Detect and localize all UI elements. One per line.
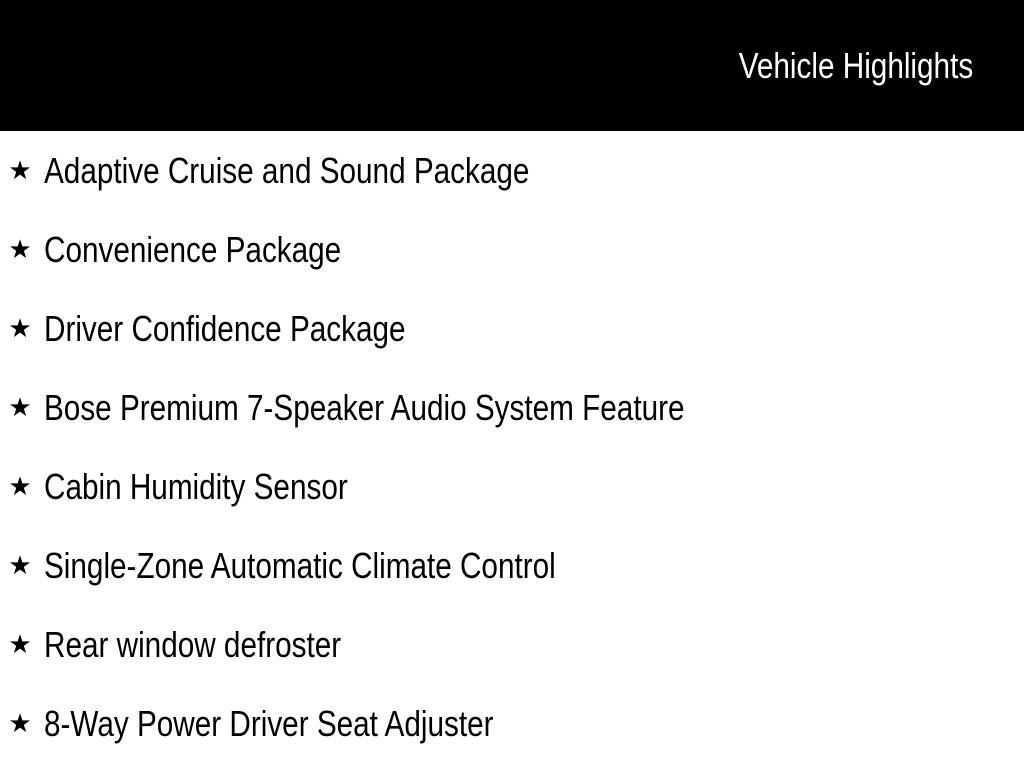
list-item (0, 210, 1024, 289)
star-bullet-icon: ★ (8, 155, 32, 186)
list-item-label: Bose Premium 7-Speaker Audio System Feature (44, 386, 685, 428)
header-bar (0, 0, 1024, 131)
star-bullet-icon: ★ (8, 629, 32, 660)
star-bullet-icon: ★ (8, 313, 32, 344)
list-item (0, 605, 1024, 684)
list-item (0, 526, 1024, 605)
list-item (0, 289, 1024, 368)
list-item-label: Adaptive Cruise and Sound Package (44, 149, 530, 191)
star-bullet-icon: ★ (8, 392, 32, 423)
star-bullet-icon: ★ (8, 550, 32, 581)
list-item-label: Convenience Package (44, 228, 342, 270)
list-item-label: Rear window defroster (44, 623, 342, 665)
star-bullet-icon: ★ (8, 234, 32, 265)
star-bullet-icon: ★ (8, 708, 32, 739)
star-bullet-icon: ★ (8, 471, 32, 502)
list-item-label: 8-Way Power Driver Seat Adjuster (44, 702, 494, 744)
highlights-list (0, 131, 1024, 763)
list-item (0, 447, 1024, 526)
list-item-label: Driver Confidence Package (44, 307, 406, 349)
list-item-label: Single-Zone Automatic Climate Control (44, 544, 556, 586)
list-item (0, 131, 1024, 210)
list-item-label: Cabin Humidity Sensor (44, 465, 348, 507)
list-item (0, 684, 1024, 763)
page-title: Vehicle Highlights (738, 45, 973, 86)
list-item (0, 368, 1024, 447)
